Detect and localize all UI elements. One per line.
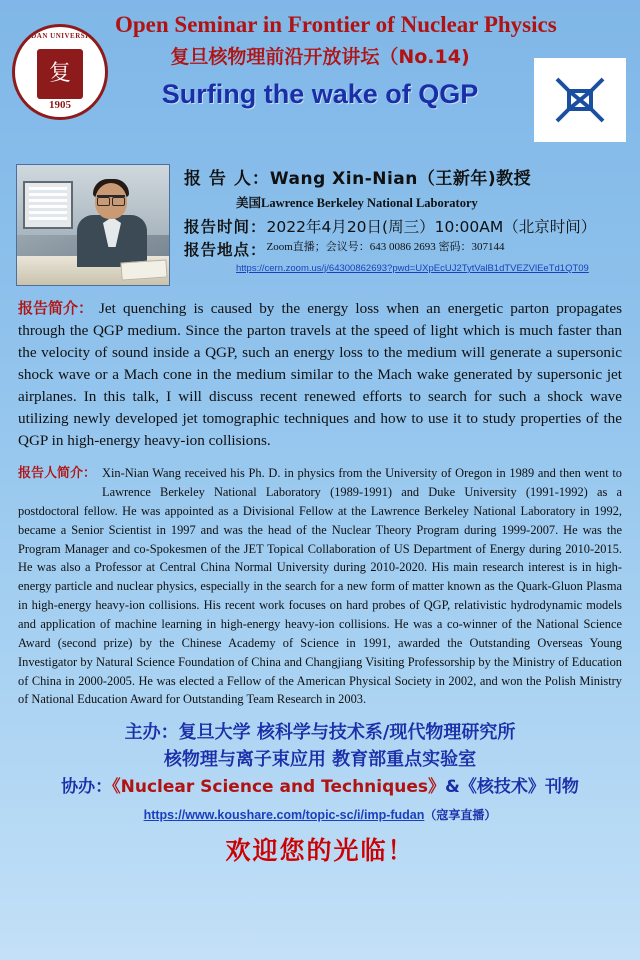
abstract-block [18,298,622,452]
monitor-icon [23,181,73,229]
poster-header [10,12,630,152]
zoom-meeting-link[interactable]: https://cern.zoom.us/j/64300862693?pwd=UXpEcUJ2TytValB1dTVEZVlEeTd1QT09 [236,262,589,274]
bio-section [10,464,630,709]
speaker-name: Wang Xin-Nian（王新年)教授 [269,169,532,189]
fudan-emblem-icon [534,58,626,142]
welcome-message: 欢迎您的光临！ [225,835,415,865]
speaker-affiliation: 美国Lawrence Berkeley National Laboratory [236,195,478,210]
talk-place-line [184,240,624,261]
live-stream-note: （寇享直播） [424,807,497,822]
abstract-text: Jet quenching is caused by the energy loss when an energetic parton propagates through the QGP medium. Since the parton travels at the speed of light which is much faster than the velocity of sound inside a QGP, such an energy loss to the medium will generate a supersonic shock wave or a Mach cone in the medium similar to the Mach wake generated by supersonic jet airplanes. In this talk, I will discuss recent renewed efforts to search for such a shock wave utilizing newly developed jet tomographic techniques and how to use it to study properties of the QGP in high-energy heavy-ion collisions. [18,300,622,450]
abstract-section [10,298,630,452]
logo-year: 1905 [49,99,71,111]
emblem-glyph [545,67,615,133]
abstract-label: 报告简介： [18,299,94,317]
place-label: 报告地点： [184,240,267,259]
speaker-label: 报 告 人： [184,169,270,189]
coorganizer-line [10,775,630,801]
coorganizer-journal-en: 《Nuclear Science and Techniques》 [112,777,446,798]
seminar-title-cn: 复旦核物理前沿开放讲坛（No.14) [170,46,470,68]
glasses-icon [97,195,125,204]
talk-time-line [184,217,624,238]
organizer-line-2: 核物理与离子束应用 教育部重点实验室 [163,749,477,771]
seminar-title-en: Open Seminar in Frontier of Nuclear Physics [115,12,557,37]
time-value: 2022年4月20日(周三）10:00AM（北京时间） [266,217,597,236]
bio-block [18,464,622,709]
logo-seal-character: 复 [37,49,83,99]
coorganizer-amp: & [445,777,460,798]
place-value: Zoom直播；会议号：643 0086 2693 密码：307144 [266,240,505,253]
coorganizer-prefix: 协办： [61,777,113,798]
poster-footer [10,719,630,867]
logo-ring-text: FUDAN UNIVERSITY [20,32,100,40]
speaker-name-line [184,168,624,191]
fudan-university-logo [12,24,108,120]
speaker-details [170,164,624,286]
bio-label: 报告人简介： [18,466,97,482]
talk-topic: Surfing the wake of QGP [161,79,479,109]
speaker-section [10,164,630,286]
bio-text: Xin-Nian Wang received his Ph. D. in physics from the University of Oregon in 1989 and then went to Lawrence Berkeley National Laboratory (1989-1991) and Duke University (1991-1992) as a postdoctoral fellow. He was appointed as a Divisional Fellow at the Lawrence Berkeley National Laboratory in 1992, became a Senior Scientist in 1997 and was the head of the Nuclear Theory Program during 1999-2007. He was the Program Manager and co-Spokesmen of the JET Topical Collaboration of US Department of Energy during 2010-2015. He was also a Professor at Central China Normal University during 2010-2020. His main research interest is in high-energy particle and nuclear physics, especially in the search for a new form of matter known as the Quark-Gluon Plasma in high-energy heavy-ion collisions. His recent work focuses on hard probes of QGP, relativistic hydrodynamic models and application of machine learning in high-energy heavy-ion collisions. He was a co-winner of the National Science Award (second prize) by the Chinese Academy of Science in 1991, awarded the Outstanding Overseas Young Investigator by Natural Science Foundation of China and Changjiang Visiting Professorship by the Ministry of Education of China in 2000-2005. He was elected a Fellow of the American Physical Society in 2002, and won the Polish Ministry of National Education Award for Outstanding Team Research in 2003. [18,466,622,707]
live-stream-line [10,806,630,823]
organizer-line-1: 主办：复旦大学 核科学与技术系/现代物理研究所 [124,722,516,744]
speaker-photo [16,164,170,286]
coorganizer-journal-cn: 《核技术》刊物 [459,777,579,798]
time-label: 报告时间： [184,217,267,236]
live-stream-link[interactable]: https://www.koushare.com/topic-sc/i/imp-fudan [143,807,425,822]
